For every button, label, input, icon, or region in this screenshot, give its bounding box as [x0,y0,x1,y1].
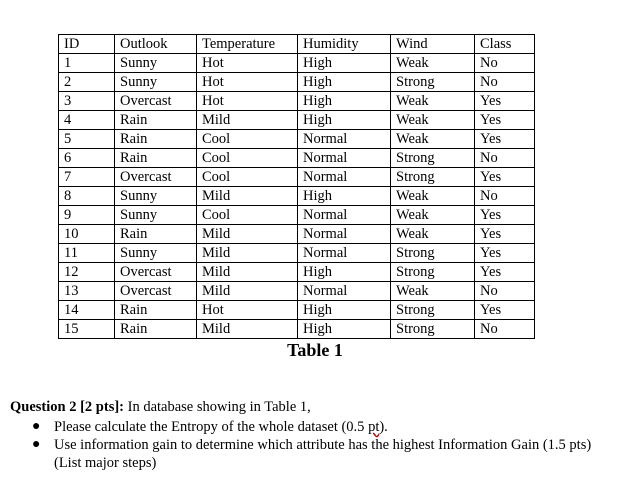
cell-outlook: Sunny [115,206,197,225]
cell-temperature: Cool [197,130,298,149]
cell-humidity: Normal [298,244,391,263]
cell-humidity: High [298,320,391,339]
cell-humidity: High [298,73,391,92]
question-list [10,418,610,472]
cell-class: No [475,282,535,301]
question-block [10,398,610,472]
cell-class: Yes [475,225,535,244]
table-row [59,54,535,73]
cell-class: Yes [475,92,535,111]
cell-outlook: Rain [115,320,197,339]
cell-wind: Strong [391,149,475,168]
cell-temperature: Hot [197,73,298,92]
cell-id: 15 [59,320,115,339]
cell-humidity: High [298,301,391,320]
table-row [59,130,535,149]
data-table [58,34,535,339]
table-header-row [59,35,535,54]
cell-humidity: Normal [298,282,391,301]
header-outlook: Outlook [115,35,197,54]
cell-wind: Weak [391,282,475,301]
cell-class: Yes [475,130,535,149]
cell-class: Yes [475,244,535,263]
cell-id: 6 [59,149,115,168]
cell-class: No [475,187,535,206]
cell-wind: Weak [391,206,475,225]
cell-temperature: Cool [197,168,298,187]
spellcheck-underlined-word: pt [368,419,380,435]
cell-humidity: High [298,54,391,73]
cell-humidity: Normal [298,206,391,225]
question-intro-text: In database showing in Table 1, [124,399,311,415]
cell-outlook: Sunny [115,187,197,206]
cell-id: 13 [59,282,115,301]
cell-id: 11 [59,244,115,263]
cell-id: 2 [59,73,115,92]
cell-temperature: Mild [197,244,298,263]
cell-temperature: Mild [197,320,298,339]
table-row [59,206,535,225]
question-intro [10,398,610,416]
question-label: Question 2 [2 pts]: [10,399,124,415]
cell-wind: Strong [391,301,475,320]
cell-outlook: Sunny [115,244,197,263]
cell-temperature: Mild [197,187,298,206]
cell-humidity: High [298,187,391,206]
cell-id: 10 [59,225,115,244]
cell-id: 5 [59,130,115,149]
cell-temperature: Mild [197,282,298,301]
cell-id: 9 [59,206,115,225]
table-row [59,225,535,244]
cell-class: Yes [475,168,535,187]
table-row [59,187,535,206]
cell-wind: Strong [391,168,475,187]
cell-wind: Weak [391,92,475,111]
bullet-icon: ● [32,437,41,452]
cell-class: Yes [475,263,535,282]
cell-class: No [475,149,535,168]
cell-humidity: Normal [298,225,391,244]
question-item [10,418,610,436]
cell-humidity: High [298,263,391,282]
cell-wind: Strong [391,263,475,282]
table-row [59,301,535,320]
question-item-text: Please calculate the Entropy of the whole dataset (0.5 [54,419,369,435]
table-row [59,263,535,282]
cell-outlook: Overcast [115,263,197,282]
cell-class: No [475,54,535,73]
table-row [59,244,535,263]
cell-wind: Weak [391,225,475,244]
table-row [59,168,535,187]
cell-temperature: Cool [197,149,298,168]
table-row [59,73,535,92]
cell-outlook: Overcast [115,282,197,301]
cell-id: 3 [59,92,115,111]
question-item-text: Use information gain to determine which attribute has the highest Information Gain (1.5 pts) (List major steps) [54,437,592,471]
header-id: ID [59,35,115,54]
cell-wind: Strong [391,244,475,263]
cell-outlook: Sunny [115,54,197,73]
table-row [59,111,535,130]
cell-temperature: Mild [197,111,298,130]
cell-temperature: Mild [197,225,298,244]
cell-class: Yes [475,111,535,130]
cell-class: No [475,73,535,92]
cell-outlook: Overcast [115,92,197,111]
header-humidity: Humidity [298,35,391,54]
cell-temperature: Mild [197,263,298,282]
question-item-text-end: ). [379,419,388,435]
header-temperature: Temperature [197,35,298,54]
cell-id: 7 [59,168,115,187]
cell-humidity: Normal [298,130,391,149]
cell-class: Yes [475,206,535,225]
cell-temperature: Hot [197,301,298,320]
cell-wind: Weak [391,187,475,206]
cell-class: Yes [475,301,535,320]
cell-outlook: Rain [115,111,197,130]
cell-outlook: Rain [115,130,197,149]
bullet-icon: ● [32,419,41,434]
cell-outlook: Overcast [115,168,197,187]
header-class: Class [475,35,535,54]
table-row [59,282,535,301]
cell-id: 12 [59,263,115,282]
cell-wind: Strong [391,73,475,92]
table-row [59,92,535,111]
cell-humidity: High [298,92,391,111]
cell-id: 8 [59,187,115,206]
table-row [59,149,535,168]
cell-outlook: Rain [115,301,197,320]
cell-humidity: Normal [298,149,391,168]
table-row [59,320,535,339]
cell-id: 14 [59,301,115,320]
header-wind: Wind [391,35,475,54]
cell-temperature: Cool [197,206,298,225]
cell-wind: Weak [391,111,475,130]
cell-class: No [475,320,535,339]
cell-humidity: Normal [298,168,391,187]
cell-id: 4 [59,111,115,130]
cell-wind: Weak [391,54,475,73]
cell-outlook: Rain [115,225,197,244]
cell-outlook: Rain [115,149,197,168]
table-caption: Table 1 [287,340,343,360]
cell-id: 1 [59,54,115,73]
cell-temperature: Hot [197,54,298,73]
cell-humidity: High [298,111,391,130]
question-item [10,436,610,472]
cell-wind: Strong [391,320,475,339]
cell-temperature: Hot [197,92,298,111]
cell-outlook: Sunny [115,73,197,92]
cell-wind: Weak [391,130,475,149]
